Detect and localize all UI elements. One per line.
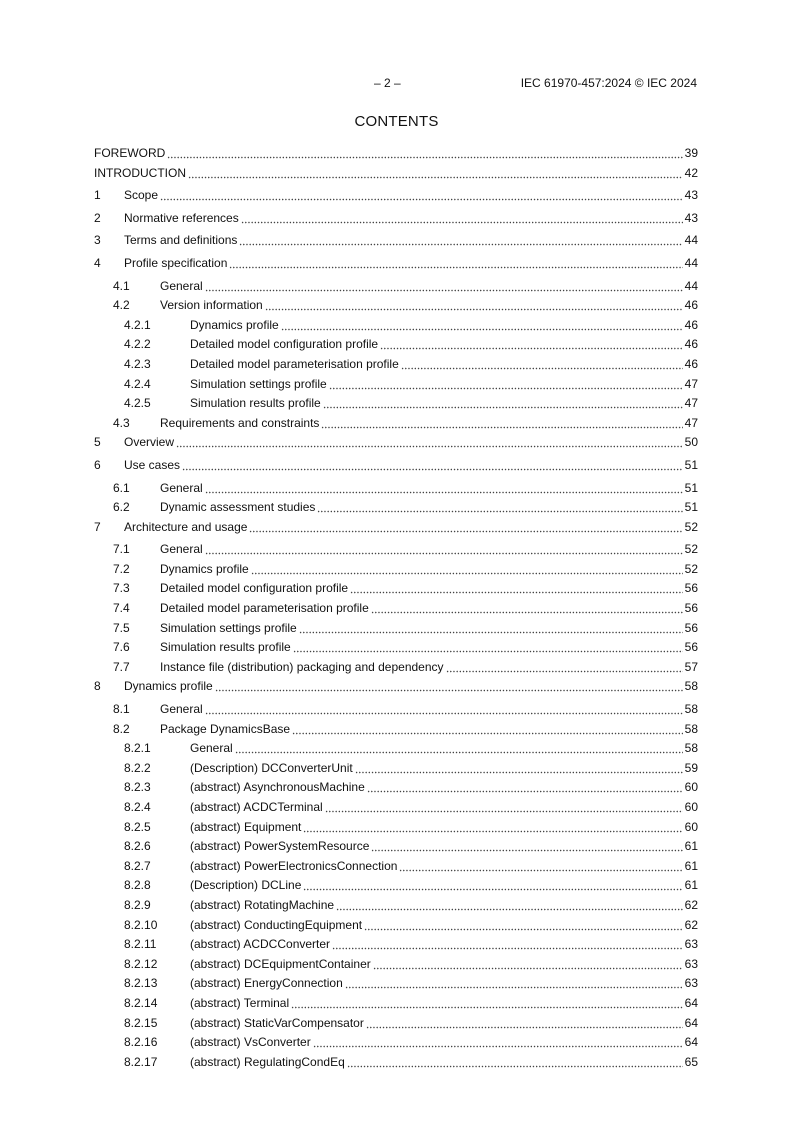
toc-entry-number: 8.2.6 — [124, 839, 151, 854]
toc-entry-page: 46 — [684, 356, 698, 371]
toc-entry[interactable] — [94, 759, 698, 779]
dot-leader — [293, 641, 683, 653]
toc-entry[interactable] — [94, 164, 698, 187]
dot-leader — [167, 147, 682, 159]
toc-entry[interactable] — [94, 335, 698, 355]
toc-entry-number: 4.3 — [113, 415, 130, 430]
toc-entry[interactable] — [94, 739, 698, 759]
toc-entry-page: 52 — [684, 561, 698, 576]
toc-entry-number: 8.2.16 — [124, 1035, 158, 1050]
page-number: – 2 – — [374, 76, 401, 90]
toc-entry-page: 63 — [684, 976, 698, 991]
toc-entry-number: 8.2 — [113, 721, 130, 736]
table-of-contents — [94, 144, 698, 1072]
toc-entry-number: 8.2.14 — [124, 995, 158, 1010]
toc-entry-page: 61 — [684, 858, 698, 873]
toc-entry-number: 8.2.10 — [124, 917, 158, 932]
toc-entry-number: 2 — [94, 210, 101, 225]
toc-entry[interactable] — [94, 414, 698, 434]
toc-entry-title: Normative references — [124, 210, 239, 225]
toc-entry[interactable] — [94, 518, 698, 541]
toc-entry-title: Architecture and usage — [124, 519, 248, 534]
dot-leader — [367, 781, 683, 793]
toc-entry-number: 8.2.1 — [124, 741, 151, 756]
toc-entry-title: INTRODUCTION — [94, 165, 186, 180]
dot-leader — [299, 622, 683, 634]
dot-leader — [215, 680, 683, 692]
dot-leader — [265, 299, 683, 311]
dot-leader — [229, 257, 682, 269]
toc-entry-page: 64 — [684, 995, 698, 1010]
toc-entry-title: General — [160, 542, 203, 557]
toc-entry-number: 6 — [94, 457, 101, 472]
toc-entry-number: 7.2 — [113, 561, 130, 576]
toc-entry-title: Simulation settings profile — [160, 620, 297, 635]
toc-entry-page: 58 — [684, 702, 698, 717]
toc-entry[interactable] — [94, 1033, 698, 1053]
toc-entry-page: 65 — [684, 1054, 698, 1069]
toc-entry-number: 7 — [94, 519, 101, 534]
toc-entry-number: 5 — [94, 435, 101, 450]
toc-entry[interactable] — [94, 955, 698, 975]
dot-leader — [336, 899, 683, 911]
toc-entry-title: General — [160, 480, 203, 495]
dot-leader — [249, 521, 682, 533]
toc-entry-title: Detailed model configuration profile — [190, 337, 379, 352]
toc-entry-page: 46 — [684, 298, 698, 313]
toc-entry-title: (abstract) RotatingMachine — [190, 897, 335, 912]
toc-entry-page: 58 — [684, 679, 698, 694]
toc-entry[interactable] — [94, 837, 698, 857]
dot-leader — [205, 703, 683, 715]
toc-entry[interactable] — [94, 935, 698, 955]
toc-entry-number: 8.2.7 — [124, 858, 151, 873]
toc-entry[interactable] — [94, 355, 698, 375]
dot-leader — [325, 801, 683, 813]
toc-entry-title: Detailed model configuration profile — [160, 581, 349, 596]
toc-entry[interactable] — [94, 974, 698, 994]
toc-entry-page: 64 — [684, 1015, 698, 1030]
toc-entry-number: 6.1 — [113, 480, 130, 495]
toc-entry-title: (abstract) StaticVarCompensator — [190, 1015, 364, 1030]
toc-entry[interactable] — [94, 479, 698, 499]
toc-entry-page: 44 — [684, 255, 698, 270]
toc-entry-page: 58 — [684, 721, 698, 736]
toc-entry-title: (Description) DCLine — [190, 878, 302, 893]
toc-entry[interactable] — [94, 277, 698, 297]
toc-entry-number: 4.2.5 — [124, 396, 151, 411]
toc-entry-number: 8.2.15 — [124, 1015, 158, 1030]
toc-entry-number: 3 — [94, 233, 101, 248]
toc-entry-page: 57 — [684, 659, 698, 674]
toc-entry-page: 61 — [684, 839, 698, 854]
toc-entry-title: General — [160, 702, 203, 717]
toc-entry-number: 8.2.9 — [124, 897, 151, 912]
dot-leader — [235, 742, 683, 754]
toc-entry-page: 46 — [684, 337, 698, 352]
dot-leader — [345, 977, 683, 989]
dot-leader — [205, 543, 683, 555]
toc-entry-page: 44 — [684, 278, 698, 293]
toc-entry[interactable] — [94, 916, 698, 936]
dot-leader — [364, 919, 683, 931]
toc-entry[interactable] — [94, 798, 698, 818]
toc-entry-title: Dynamics profile — [160, 561, 249, 576]
toc-entry-page: 42 — [684, 165, 698, 180]
toc-entry[interactable] — [94, 818, 698, 838]
dot-leader — [160, 189, 683, 201]
toc-entry-number: 8.2.17 — [124, 1054, 158, 1069]
toc-entry-title: (Description) DCConverterUnit — [190, 760, 353, 775]
toc-entry[interactable] — [94, 658, 698, 678]
toc-entry-number: 1 — [94, 188, 101, 203]
toc-entry-number: 8.2.2 — [124, 760, 151, 775]
toc-entry[interactable] — [94, 638, 698, 658]
toc-entry-page: 43 — [684, 210, 698, 225]
dot-leader — [292, 723, 683, 735]
toc-entry-title: FOREWORD — [94, 146, 166, 160]
toc-entry-page: 60 — [684, 800, 698, 814]
toc-entry-number: 6.2 — [113, 500, 130, 515]
toc-entry-number: 4 — [94, 255, 101, 270]
toc-entry-title: Overview — [124, 435, 175, 450]
dot-leader — [205, 482, 683, 494]
toc-entry-number: 8.2.11 — [124, 937, 157, 952]
toc-entry-number: 4.2.3 — [124, 356, 151, 371]
toc-entry[interactable] — [94, 375, 698, 395]
toc-entry-title: Profile specification — [124, 255, 228, 270]
toc-entry-page: 47 — [684, 415, 698, 430]
toc-entry-number: 7.5 — [113, 620, 130, 635]
toc-entry-page: 43 — [684, 188, 698, 203]
toc-entry-title: Dynamic assessment studies — [160, 500, 316, 515]
toc-entry-title: Detailed model parameterisation profile — [190, 356, 399, 371]
toc-entry-title: Terms and definitions — [124, 233, 238, 248]
toc-entry-title: Use cases — [124, 457, 181, 472]
toc-entry-title: Simulation results profile — [160, 640, 291, 655]
dot-leader — [323, 397, 683, 409]
toc-entry-page: 51 — [684, 480, 698, 495]
toc-entry[interactable] — [94, 778, 698, 798]
toc-entry[interactable] — [94, 876, 698, 896]
toc-entry-page: 56 — [684, 601, 698, 616]
toc-entry-number: 7.6 — [113, 640, 130, 655]
page-title: CONTENTS — [354, 113, 439, 130]
toc-entry-page: 44 — [684, 233, 698, 248]
toc-entry-number: 4.2.2 — [124, 337, 151, 352]
toc-entry[interactable] — [94, 560, 698, 580]
dot-leader — [371, 840, 682, 852]
toc-entry-title: Requirements and constraints — [160, 415, 320, 430]
toc-entry-title: (abstract) AsynchronousMachine — [190, 780, 365, 795]
toc-entry-page: 47 — [684, 376, 698, 391]
toc-entry[interactable] — [94, 994, 698, 1014]
toc-entry-page: 50 — [684, 435, 698, 450]
toc-entry-page: 58 — [684, 741, 698, 756]
toc-entry-number: 8.2.12 — [124, 956, 158, 971]
dot-leader — [401, 358, 683, 370]
toc-entry[interactable] — [94, 433, 698, 456]
dot-leader — [188, 167, 683, 179]
toc-entry-number: 4.2 — [113, 298, 130, 313]
dot-leader — [373, 958, 683, 970]
toc-entry-number: 7.4 — [113, 601, 130, 616]
toc-entry-number: 7.7 — [113, 659, 130, 674]
toc-entry-page: 56 — [684, 640, 698, 655]
toc-entry[interactable] — [94, 619, 698, 639]
toc-entry-page: 64 — [684, 1035, 698, 1050]
toc-entry-title: (abstract) RegulatingCondEq — [190, 1054, 345, 1069]
toc-entry-title: (abstract) VsConverter — [190, 1035, 311, 1050]
toc-entry[interactable] — [94, 720, 698, 740]
toc-entry[interactable] — [94, 498, 698, 518]
toc-entry-number: 8.2.5 — [124, 819, 151, 834]
toc-entry[interactable] — [94, 231, 698, 254]
toc-entry-title: (abstract) DCEquipmentContainer — [190, 956, 371, 971]
toc-entry[interactable] — [94, 209, 698, 232]
toc-entry-number: 7.3 — [113, 581, 130, 596]
toc-entry[interactable] — [94, 579, 698, 599]
toc-entry-page: 46 — [684, 317, 698, 332]
toc-entry[interactable] — [94, 316, 698, 336]
dot-leader — [366, 1017, 683, 1029]
dot-leader — [251, 563, 683, 575]
toc-entry-page: 52 — [684, 542, 698, 557]
toc-entry[interactable] — [94, 896, 698, 916]
toc-entry-title: (abstract) ACDCConverter — [190, 937, 331, 952]
toc-entry-number: 8 — [94, 679, 101, 694]
toc-entry-title: Dynamics profile — [190, 317, 279, 332]
toc-entry-page: 39 — [684, 146, 698, 160]
dot-leader — [241, 212, 683, 224]
toc-entry-page: 47 — [684, 396, 698, 411]
toc-entry-number: 4.2.4 — [124, 376, 151, 391]
toc-entry-title: (abstract) Equipment — [190, 819, 302, 834]
toc-entry-number: 8.2.3 — [124, 780, 151, 795]
toc-entry-page: 60 — [684, 819, 698, 834]
toc-entry-page: 52 — [684, 519, 698, 534]
dot-leader — [332, 938, 683, 950]
dot-leader — [281, 319, 683, 331]
toc-entry-title: General — [160, 278, 203, 293]
toc-entry[interactable] — [94, 1053, 698, 1073]
toc-entry-number: 8.2.4 — [124, 800, 151, 814]
toc-entry[interactable] — [94, 599, 698, 619]
dot-leader — [317, 501, 682, 513]
toc-entry-number: 8.2.8 — [124, 878, 151, 893]
toc-entry-title: (abstract) EnergyConnection — [190, 976, 343, 991]
toc-entry-title: Scope — [124, 188, 159, 203]
toc-entry-number: 7.1 — [113, 542, 130, 557]
toc-entry[interactable] — [94, 394, 698, 414]
toc-entry-title: (abstract) ACDCTerminal — [190, 800, 323, 814]
toc-entry-number: 8.1 — [113, 702, 130, 717]
document-id: IEC 61970-457:2024 © IEC 2024 — [520, 76, 697, 90]
dot-leader — [329, 378, 683, 390]
toc-entry-title: Simulation results profile — [190, 396, 321, 411]
toc-entry-title: (abstract) Terminal — [190, 995, 290, 1010]
toc-entry-title: Dynamics profile — [124, 679, 213, 694]
toc-entry-page: 61 — [684, 878, 698, 893]
dot-leader — [380, 338, 683, 350]
dot-leader — [182, 459, 683, 471]
toc-entry-page: 62 — [684, 917, 698, 932]
toc-entry[interactable] — [94, 540, 698, 560]
dot-leader — [321, 417, 682, 429]
toc-entry[interactable] — [94, 254, 698, 277]
toc-entry-number: 4.2.1 — [124, 317, 151, 332]
toc-entry[interactable] — [94, 456, 698, 479]
dot-leader — [303, 821, 682, 833]
dot-leader — [355, 762, 683, 774]
toc-entry-title: (abstract) PowerElectronicsConnection — [190, 858, 398, 873]
toc-entry-title: (abstract) ConductingEquipment — [190, 917, 363, 932]
toc-entry-title: General — [190, 741, 233, 756]
toc-entry-number: 8.2.13 — [124, 976, 158, 991]
toc-entry-page: 51 — [684, 500, 698, 515]
dot-leader — [347, 1056, 683, 1068]
toc-entry-page: 63 — [684, 956, 698, 971]
dot-leader — [371, 602, 683, 614]
toc-entry-title: Version information — [160, 298, 263, 313]
toc-entry-title: Package DynamicsBase — [160, 721, 291, 736]
toc-entry-page: 56 — [684, 620, 698, 635]
dot-leader — [239, 234, 682, 246]
dot-leader — [350, 582, 683, 594]
toc-entry-page: 63 — [684, 937, 698, 952]
toc-entry-page: 59 — [684, 760, 698, 775]
toc-entry-page: 62 — [684, 897, 698, 912]
dot-leader — [303, 879, 682, 891]
dot-leader — [176, 436, 683, 448]
toc-entry-title: Instance file (distribution) packaging and dependency — [160, 659, 444, 674]
toc-entry[interactable] — [94, 186, 698, 209]
dot-leader — [291, 997, 683, 1009]
toc-entry[interactable] — [94, 296, 698, 316]
dot-leader — [446, 661, 683, 673]
toc-entry-page: 51 — [684, 457, 698, 472]
toc-entry-title: (abstract) PowerSystemResource — [190, 839, 370, 854]
toc-entry[interactable] — [94, 700, 698, 720]
toc-entry[interactable] — [94, 677, 698, 700]
toc-entry-title: Detailed model parameterisation profile — [160, 601, 369, 616]
toc-entry-page: 60 — [684, 780, 698, 795]
toc-entry-title: Simulation settings profile — [190, 376, 327, 391]
toc-entry[interactable] — [94, 144, 698, 164]
toc-entry[interactable] — [94, 1014, 698, 1034]
toc-entry[interactable] — [94, 857, 698, 877]
toc-entry-page: 56 — [684, 581, 698, 596]
dot-leader — [205, 280, 683, 292]
dot-leader — [399, 860, 682, 872]
toc-entry-number: 4.1 — [113, 278, 130, 293]
dot-leader — [313, 1036, 683, 1048]
